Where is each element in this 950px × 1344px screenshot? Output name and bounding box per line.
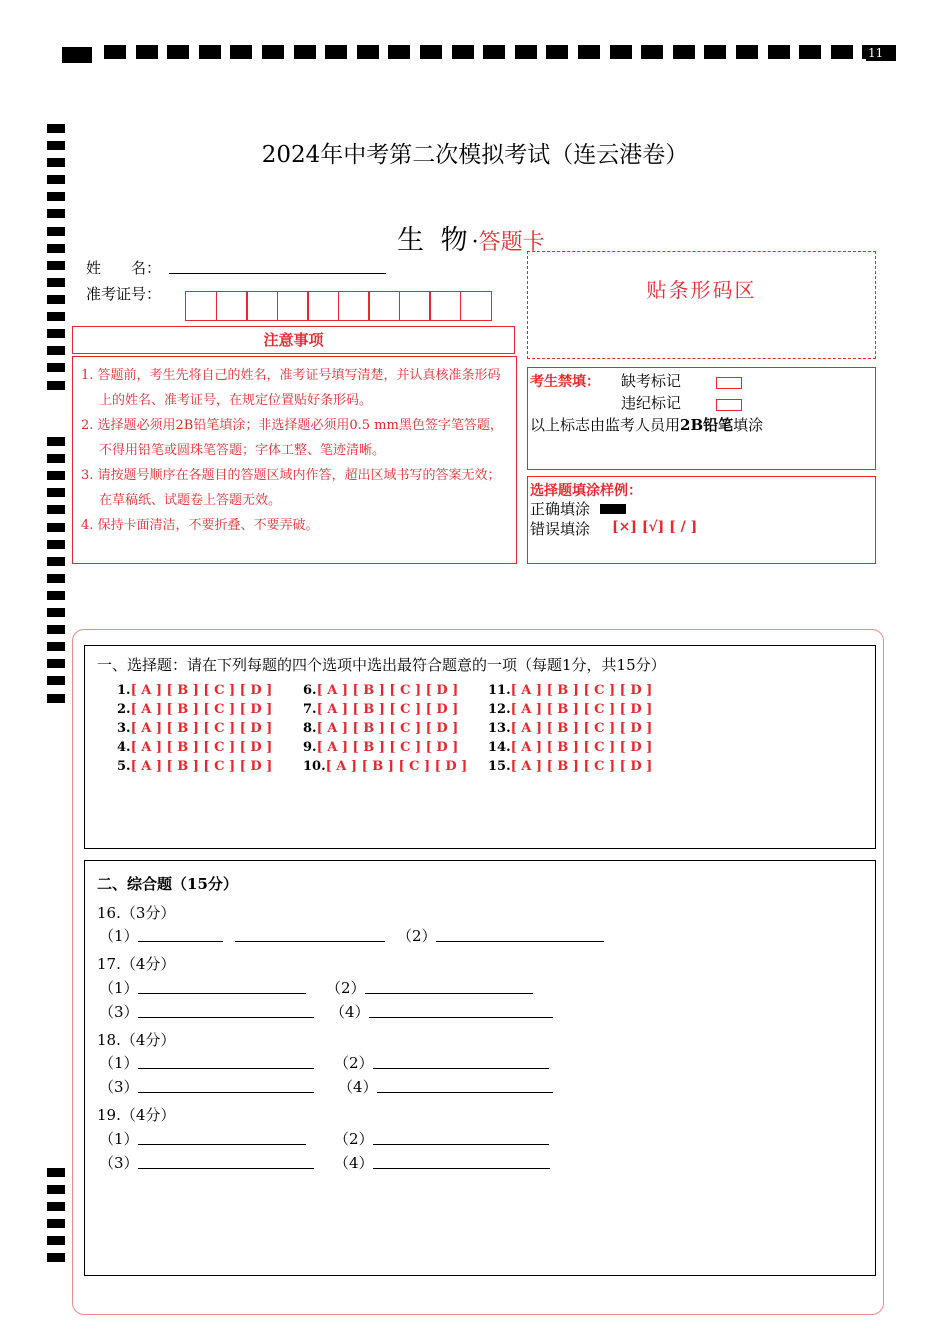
violation-mark-box[interactable]: [716, 395, 742, 413]
timing-mark: [47, 363, 65, 372]
answer-line[interactable]: [436, 927, 604, 942]
timing-mark: [388, 45, 410, 59]
timing-mark: [62, 47, 92, 63]
answer-label: （3）: [99, 1154, 139, 1172]
notice-item: 1. 答题前，考生先将自己的姓名，准考证号填写清楚，并认真核准条形码上的姓名、准考证号，在规定位置贴好条形码。: [81, 368, 501, 408]
answer-line[interactable]: [138, 1003, 314, 1018]
choice-number: 6.: [303, 683, 317, 698]
answer-line[interactable]: [138, 927, 223, 942]
timing-mark: [673, 45, 695, 59]
choice-question-5[interactable]: [117, 759, 272, 774]
id-digit-box[interactable]: [429, 291, 461, 321]
timing-mark: [47, 244, 65, 253]
answer-label: （3）: [99, 1003, 139, 1021]
timing-mark: [47, 642, 65, 651]
choice-number: 5.: [117, 759, 131, 774]
choice-number: 1.: [117, 683, 131, 698]
timing-mark: [199, 45, 221, 59]
subject-main: 生 物: [397, 225, 472, 256]
answer-label: （4）: [338, 1078, 378, 1096]
answer-line[interactable]: [138, 1054, 314, 1069]
timing-mark: [47, 329, 65, 338]
timing-mark: [294, 45, 316, 59]
timing-mark: [47, 124, 65, 133]
absent-mark-box[interactable]: [716, 373, 742, 391]
timing-mark: [452, 45, 474, 59]
timing-mark: [47, 591, 65, 600]
name-label: 姓 名：: [86, 259, 162, 277]
choice-options[interactable]: [ A ] [ B ] [ C ] [ D ]: [510, 740, 653, 755]
choice-section-title: 一、选择题：请在下列每题的四个选项中选出最符合题意的一项（每题1分，共15分）: [97, 656, 666, 674]
choice-question-13[interactable]: [488, 721, 652, 736]
timing-mark: [47, 1219, 65, 1228]
choice-question-15[interactable]: [488, 759, 652, 774]
answer-line[interactable]: [373, 1154, 550, 1169]
id-digit-box[interactable]: [368, 291, 400, 321]
id-digit-box[interactable]: [338, 291, 370, 321]
choice-options[interactable]: [ A ] [ B ] [ C ] [ D ]: [510, 702, 653, 717]
choice-options[interactable]: [ A ] [ B ] [ C ] [ D ]: [130, 740, 273, 755]
answer-label: （4）: [334, 1154, 374, 1172]
answer-label: （1）: [99, 927, 139, 945]
choice-question-4[interactable]: [117, 740, 272, 755]
id-digit-box[interactable]: [277, 291, 309, 321]
choice-options[interactable]: [ A ] [ B ] [ C ] [ D ]: [130, 702, 273, 717]
answer-line[interactable]: [138, 979, 306, 994]
timing-mark: [47, 694, 65, 703]
timing-mark: [47, 295, 65, 304]
timing-mark: [47, 540, 65, 549]
timing-mark: [704, 45, 726, 59]
question-18-label: 18.（4分）: [97, 1031, 176, 1049]
choice-question-11[interactable]: [488, 683, 652, 698]
id-digit-box[interactable]: [399, 291, 431, 321]
choice-question-14[interactable]: [488, 740, 652, 755]
choice-options[interactable]: [ A ] [ B ] [ C ] [ D ]: [325, 759, 468, 774]
choice-options[interactable]: [ A ] [ B ] [ C ] [ D ]: [316, 721, 459, 736]
timing-mark: [47, 505, 65, 514]
choice-options[interactable]: [ A ] [ B ] [ C ] [ D ]: [130, 683, 273, 698]
answer-line[interactable]: [365, 979, 533, 994]
timing-mark: [47, 1202, 65, 1211]
exam-title: 2024年中考第二次模拟考试（连云港卷）: [261, 142, 689, 168]
answer-label: （1）: [99, 1054, 139, 1072]
timing-mark: [768, 45, 790, 59]
timing-mark: [47, 488, 65, 497]
timing-mark: [47, 608, 65, 617]
choice-options[interactable]: [ A ] [ B ] [ C ] [ D ]: [130, 759, 273, 774]
comprehensive-section: [84, 860, 876, 1276]
timing-mark: [47, 1185, 65, 1194]
answer-line[interactable]: [373, 1130, 549, 1145]
timing-mark: [47, 1168, 65, 1177]
answer-line[interactable]: [377, 1078, 553, 1093]
choice-options[interactable]: [ A ] [ B ] [ C ] [ D ]: [510, 721, 653, 736]
answer-line[interactable]: [373, 1054, 549, 1069]
choice-options[interactable]: [ A ] [ B ] [ C ] [ D ]: [510, 683, 653, 698]
choice-options[interactable]: [ A ] [ B ] [ C ] [ D ]: [510, 759, 653, 774]
timing-mark: [736, 45, 758, 59]
id-number-boxes[interactable]: [185, 291, 490, 321]
choice-section: [84, 645, 876, 849]
timing-mark: [799, 45, 821, 59]
id-digit-box[interactable]: [460, 291, 492, 321]
notice-heading: 注意事项: [72, 326, 515, 354]
choice-number: 8.: [303, 721, 317, 736]
timing-mark: [47, 381, 65, 390]
answer-line[interactable]: [235, 927, 385, 942]
choice-number: 7.: [303, 702, 317, 717]
answer-label: （4）: [330, 1003, 370, 1021]
timing-mark: [641, 45, 663, 59]
correct-label: 正确填涂: [530, 500, 591, 518]
timing-mark: [47, 676, 65, 685]
answer-label: （2）: [334, 1130, 374, 1148]
choice-question-2[interactable]: [117, 702, 272, 717]
question-17-label: 17.（4分）: [97, 955, 176, 973]
wrong-marks: [×] [√] [ / ]: [612, 519, 698, 535]
choice-question-10[interactable]: [303, 759, 467, 774]
timing-mark: [357, 45, 379, 59]
proctor-only-box: [527, 367, 876, 470]
choice-options[interactable]: [ A ] [ B ] [ C ] [ D ]: [316, 740, 459, 755]
wrong-label: 错误填涂: [530, 520, 591, 538]
choice-question-12[interactable]: [488, 702, 652, 717]
answer-label: （2）: [334, 1054, 374, 1072]
correct-fill-sample: [600, 504, 626, 514]
answer-label: （2）: [397, 927, 437, 945]
answer-label: （3）: [99, 1078, 139, 1096]
id-digit-box[interactable]: [185, 291, 217, 321]
answer-line[interactable]: [369, 1003, 553, 1018]
timing-mark: [47, 454, 65, 463]
barcode-label: 贴条形码区: [646, 278, 757, 302]
timing-mark: [47, 574, 65, 583]
timing-mark: [831, 45, 853, 59]
comprehensive-section-title: 二、综合题（15分）: [97, 875, 238, 893]
timing-mark: [578, 45, 600, 59]
barcode-area: [527, 251, 876, 359]
choice-number: 13.: [488, 721, 511, 736]
timing-mark: [325, 45, 347, 59]
timing-mark: [104, 45, 126, 59]
answer-label: （1）: [99, 979, 139, 997]
choice-question-1[interactable]: [117, 683, 272, 698]
choice-options[interactable]: [ A ] [ B ] [ C ] [ D ]: [316, 683, 459, 698]
forbid-note: 以上标志由监考人员用2B铅笔填涂: [530, 416, 764, 434]
timing-mark: [420, 45, 442, 59]
choice-number: 3.: [117, 721, 131, 736]
question-19-label: 19.（4分）: [97, 1106, 176, 1124]
question-16-label: 16.（3分）: [97, 904, 176, 922]
name-field[interactable]: [169, 273, 386, 274]
id-digit-box[interactable]: [246, 291, 278, 321]
timing-mark: [262, 45, 284, 59]
choice-number: 9.: [303, 740, 317, 755]
timing-mark: [47, 1236, 65, 1245]
choice-options[interactable]: [ A ] [ B ] [ C ] [ D ]: [130, 721, 273, 736]
choice-number: 10.: [303, 759, 326, 774]
timing-mark: [47, 659, 65, 668]
timing-mark: [47, 625, 65, 634]
timing-marks-top: [62, 45, 897, 63]
forbid-label: 考生禁填：: [530, 374, 600, 390]
answer-line[interactable]: [138, 1154, 314, 1169]
choice-options[interactable]: [ A ] [ B ] [ C ] [ D ]: [316, 702, 459, 717]
timing-mark: [47, 437, 65, 446]
id-label: 准考证号：: [86, 285, 162, 303]
timing-mark: [47, 227, 65, 236]
notice-body: [72, 356, 517, 564]
choice-question-6[interactable]: [303, 683, 458, 698]
notice-item: 3. 请按题号顺序在各题目的答题区域内作答，超出区域书写的答案无效；在草稿纸、试题卷上答题无效。: [81, 468, 501, 508]
absent-label: 缺考标记: [621, 372, 682, 390]
timing-mark: [47, 471, 65, 480]
timing-mark: [136, 45, 158, 59]
answer-label: （2）: [326, 979, 366, 997]
page-number: 11: [866, 45, 896, 61]
sample-label: 选择题填涂样例：: [530, 483, 642, 499]
answer-label: （1）: [99, 1130, 139, 1148]
timing-mark: [47, 523, 65, 532]
timing-mark: [47, 278, 65, 287]
choice-number: 11.: [488, 683, 511, 698]
choice-number: 14.: [488, 740, 511, 755]
violation-label: 违纪标记: [621, 394, 682, 412]
timing-mark: [47, 192, 65, 201]
subject-title: [397, 218, 545, 257]
choice-question-8[interactable]: [303, 721, 458, 736]
choice-number: 12.: [488, 702, 511, 717]
notice-item: 4. 保持卡面清洁，不要折叠、不要弄破。: [81, 518, 319, 533]
timing-mark: [546, 45, 568, 59]
choice-number: 15.: [488, 759, 511, 774]
id-digit-box[interactable]: [216, 291, 248, 321]
timing-mark: [515, 45, 537, 59]
choice-question-9[interactable]: [303, 740, 458, 755]
choice-question-3[interactable]: [117, 721, 272, 736]
timing-mark: [47, 175, 65, 184]
timing-mark: [47, 261, 65, 270]
subject-dot: ·: [471, 230, 479, 255]
id-digit-box[interactable]: [307, 291, 339, 321]
timing-mark: [47, 209, 65, 218]
timing-mark: [167, 45, 189, 59]
answer-line[interactable]: [138, 1130, 306, 1145]
choice-number: 4.: [117, 740, 131, 755]
timing-mark: [230, 45, 252, 59]
timing-mark: [47, 1253, 65, 1262]
fill-sample-box: [527, 476, 876, 564]
timing-mark: [610, 45, 632, 59]
subject-sub: 答题卡: [478, 230, 545, 255]
timing-mark: [47, 346, 65, 355]
timing-mark: [47, 312, 65, 321]
choice-question-7[interactable]: [303, 702, 458, 717]
choice-number: 2.: [117, 702, 131, 717]
answer-line[interactable]: [138, 1078, 314, 1093]
notice-item: 2. 选择题必须用2B铅笔填涂；非选择题必须用0.5 mm黑色签字笔答题，不得用铅笔或圆珠笔答题；字体工整、笔迹清晰。: [81, 418, 503, 458]
timing-mark: [483, 45, 505, 59]
timing-mark: [47, 557, 65, 566]
